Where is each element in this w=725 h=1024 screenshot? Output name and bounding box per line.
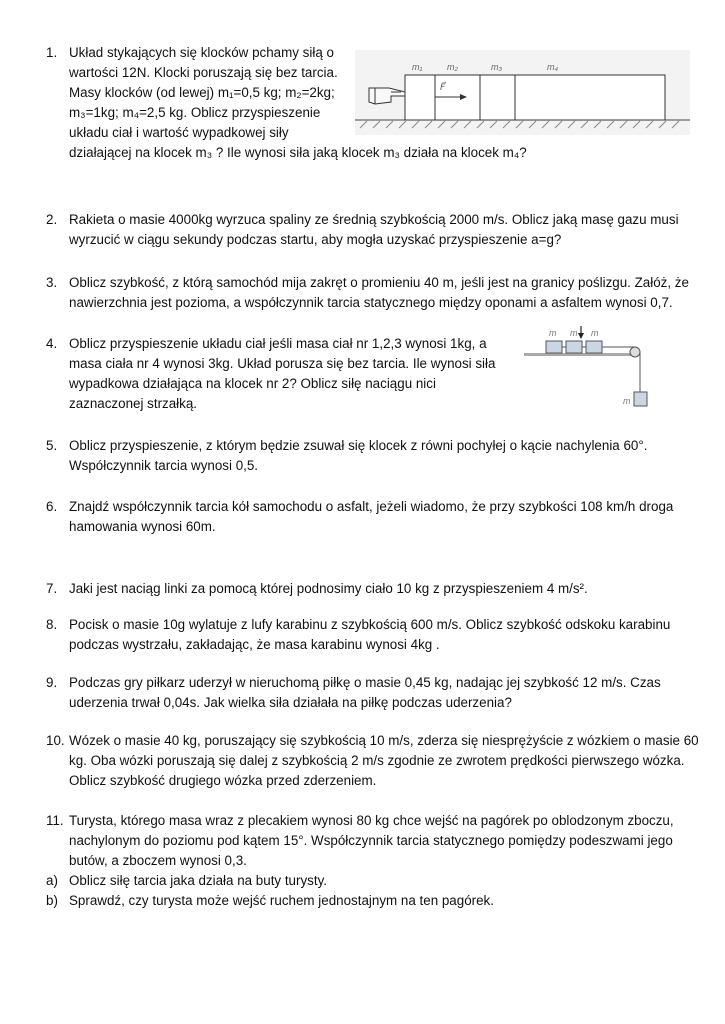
problem-text-line: podczas wystrzału, zakładając, że masa karabinu wynosi 4kg .: [69, 637, 440, 652]
problem-text-line: Masy klocków (od lewej) m₁=0,5 kg; m₂=2kg;: [69, 85, 335, 100]
problem-text-line: nawierzchnia jest pozioma, a współczynnik tarcia statycznego między oponami a asfaltem wynosi 0,7.: [69, 295, 673, 310]
problem-number: 4.: [46, 336, 58, 351]
label-block-2: m: [570, 328, 578, 338]
problem-number: 5.: [46, 438, 58, 453]
label-m3: m₃: [491, 62, 503, 72]
label-block-3: m: [591, 328, 599, 338]
label-hanging-block: m: [623, 396, 631, 406]
problem-11b: [46, 891, 686, 911]
problem-number: 7.: [46, 581, 58, 596]
problem-text-line: wyrzucić w ciągu sekundy podczas startu, aby mogła uzyskać przyspieszenie a=g?: [69, 232, 562, 247]
problem-text-line: Oblicz przyspieszenie, z którym będzie zsuwał się klocek z równi pochyłej o kącie nachylenia 60°.: [69, 438, 648, 453]
label-m2: m₂: [447, 62, 458, 72]
problem-text-line: Jaki jest naciąg linki za pomocą której podnosimy ciało 10 kg z przyspieszeniem 4 m/s².: [69, 581, 588, 596]
problem-text-line: Znajdź współczynnik tarcia kół samochodu o asfalt, jeżeli wiadomo, że przy szybkości 108 km/h droga: [69, 499, 674, 514]
problem-text-line: butów, a zboczem wynosi 0,3.: [69, 853, 247, 868]
block-2: [566, 341, 582, 353]
problem-text-line: wypadkowa działająca na klocek nr 2? Oblicz siłę naciągu nici: [69, 376, 436, 391]
problem-text-line: uderzenia trwał 0,04s. Jak wielka siła działała na piłkę podczas uderzenia?: [69, 695, 512, 710]
problem-5: [46, 436, 686, 476]
block-3: [586, 341, 602, 353]
block-m3: [480, 75, 515, 120]
problem-7: [46, 579, 686, 599]
problem-number: 1.: [46, 45, 58, 60]
problem-text-line: nachylonym do poziomu pod kątem 15°. Współczynnik tarcia statycznego pomiędzy podeszwami jego: [69, 833, 673, 848]
problem-text-line: hamowania wynosi 60m.: [69, 519, 216, 534]
block-m1: [405, 75, 435, 120]
problem-text-line: zaznaczonej strzałką.: [69, 396, 198, 411]
problem-text-line: Współczynnik tarcia wynosi 0,5.: [69, 458, 259, 473]
problem-text-line: masa ciała nr 4 wynosi 3kg. Układ porusza się bez tarcia. Ile wynosi siła: [69, 356, 496, 371]
label-m1: m₁: [412, 62, 423, 72]
problem-8: [46, 615, 686, 655]
problem-text-line: układu ciał i wartość wypadkowej siły: [69, 125, 289, 140]
label-m4: m₄: [547, 62, 559, 72]
problem-text-line: Sprawdź, czy turysta może wejść ruchem jednostajnym na ten pagórek.: [69, 893, 494, 908]
problem-text-line: wartości 12N. Klocki poruszają się bez tarcia.: [69, 65, 338, 80]
problem-number: 2.: [46, 212, 58, 227]
problem-number: 3.: [46, 275, 58, 290]
problem-text-line: Oblicz szybkość, z którą samochód mija zakręt o promieniu 40 m, jeśli jest na granicy poślizgu. Załóż, że: [69, 275, 689, 290]
problem-text-line: m₃=1kg; m₄=2,5 kg. Oblicz przyspieszenie: [69, 105, 321, 120]
problem-2: [46, 210, 686, 250]
problem-number: 6.: [46, 499, 58, 514]
subproblem-label: a): [46, 873, 58, 888]
problem-11: [46, 811, 686, 871]
problem-text-line: Pocisk o masie 10g wylatuje z lufy karabinu z szybkością 600 m/s. Oblicz szybkość odskoku karabinu: [69, 617, 671, 632]
problem-text-line: Układ stykających się klocków pchamy siłą o: [69, 45, 334, 60]
problem-number: 9.: [46, 675, 58, 690]
problem-number: 8.: [46, 617, 58, 632]
problem-number: 10.: [46, 733, 65, 748]
problem-text-line: Podczas gry piłkarz uderzył w nieruchomą piłkę o masie 0,45 kg, nadając jej szybkość 12 m/s. Czas: [69, 675, 661, 690]
hanging-block: [634, 392, 647, 406]
force-label: F⃗: [440, 82, 446, 92]
problem-10: [46, 731, 699, 791]
problem-9: [46, 673, 686, 713]
subproblem-label: b): [46, 893, 58, 908]
figure-pushed-blocks: [355, 50, 690, 135]
pulley: [630, 347, 640, 357]
problem-text-line: Wózek o masie 40 kg, poruszający się szybkością 10 m/s, zderza się niesprężyście z wózkiem o masie 60: [69, 733, 699, 748]
figure-pulley-system: [522, 324, 652, 412]
problem-11a: [46, 871, 686, 891]
problem-text-line: Turysta, którego masa wraz z plecakiem wynosi 80 kg chce wejść na pagórek po oblodzonym zboczu,: [69, 813, 674, 828]
problem-text-line: Oblicz przyspieszenie układu ciał jeśli masa ciał nr 1,2,3 wynosi 1kg, a: [69, 336, 487, 351]
problem-text-line: kg. Oba wózki poruszają się dalej z szybkością 2 m/s zgodnie ze zwrotem prędkości pierwszego wózka.: [69, 753, 685, 768]
problem-text-line: działającej na klocek m₃ ? Ile wynosi siła jaką klocek m₃ działa na klocek m₄?: [69, 145, 527, 160]
label-block-1: m: [549, 328, 557, 338]
problem-number: 11.: [46, 813, 64, 828]
problem-3: [46, 273, 689, 313]
problem-text-line: Oblicz szybkość drugiego wózka przed zderzeniem.: [69, 773, 377, 788]
problem-text-line: Rakieta o masie 4000kg wyrzuca spaliny ze średnią szybkością 2000 m/s. Oblicz jaką masę gazu musi: [69, 212, 679, 227]
problem-6: [46, 497, 686, 537]
problem-text-line: Oblicz siłę tarcia jaka działa na buty turysty.: [69, 873, 327, 888]
tension-arrow: [578, 326, 584, 339]
block-m4: [515, 75, 665, 120]
block-1: [546, 341, 562, 353]
